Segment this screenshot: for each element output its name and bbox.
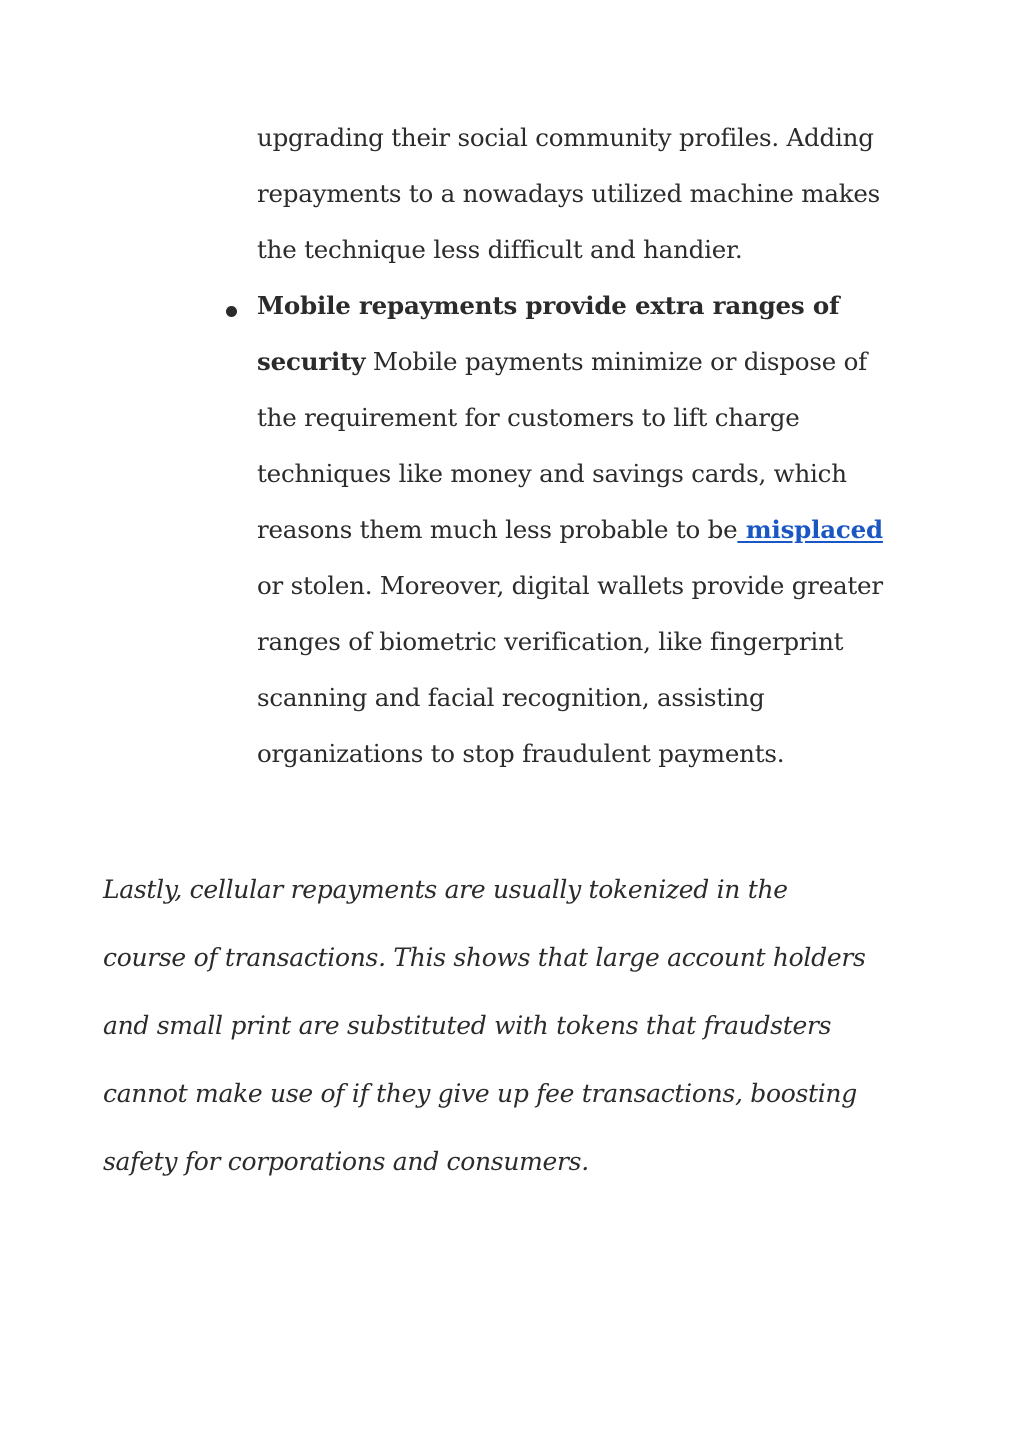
bullet-heading-end: security [257, 347, 366, 376]
bullet-line-text: Mobile payments minimize or dispose of [365, 347, 867, 376]
intro-line: repayments to a nowadays utilized machine makes [257, 179, 881, 208]
bullet-dot-icon [226, 306, 237, 317]
closing-line: and small print are substituted with tokens that fraudsters [103, 1011, 832, 1040]
bullet-line: techniques like money and savings cards, which [257, 459, 847, 488]
bullet-line: or stolen. Moreover, digital wallets provide greater [257, 571, 883, 600]
closing-line: Lastly, cellular repayments are usually tokenized in the [103, 875, 788, 904]
closing-line: cannot make use of if they give up fee transactions, boosting [103, 1079, 857, 1108]
bullet-line [257, 513, 883, 547]
bullet-line: ranges of biometric verification, like fingerprint [257, 627, 844, 656]
bullet-line: scanning and facial recognition, assisting [257, 683, 765, 712]
closing-line: safety for corporations and consumers. [103, 1147, 589, 1176]
misplaced-link[interactable]: misplaced [737, 515, 883, 544]
bullet-line-text: reasons them much less probable to be [257, 515, 738, 544]
bullet-line [257, 345, 867, 379]
bullet-line: organizations to stop fraudulent payments. [257, 739, 785, 768]
bullet-line: the requirement for customers to lift charge [257, 403, 800, 432]
intro-line: upgrading their social community profiles. Adding [257, 123, 874, 152]
closing-line: course of transactions. This shows that large account holders [103, 943, 866, 972]
bullet-heading: Mobile repayments provide extra ranges of [257, 291, 840, 320]
intro-line: the technique less difficult and handier. [257, 235, 743, 264]
